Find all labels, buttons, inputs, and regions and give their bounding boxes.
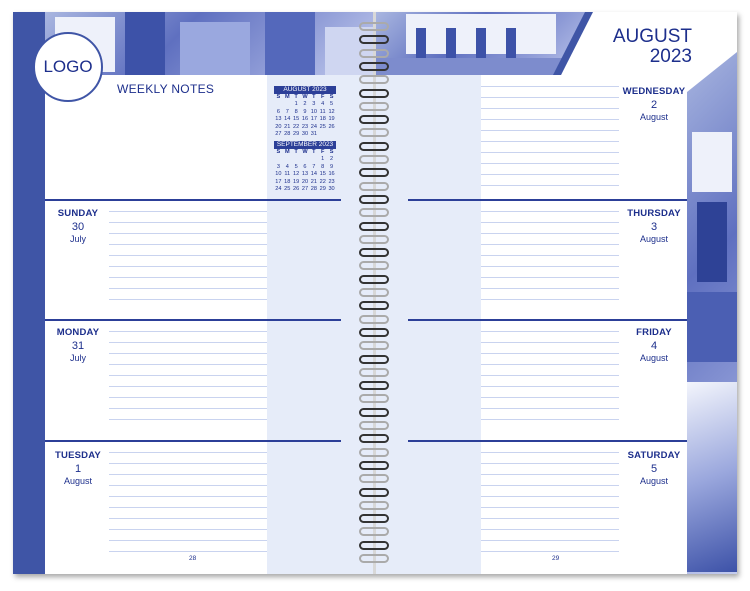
mini-calendar-weekday: S (276, 149, 281, 155)
mini-calendar-day: 11 (284, 171, 291, 178)
day-name: SATURDAY (627, 450, 681, 461)
spiral-ring (359, 448, 389, 457)
ruled-line (481, 266, 619, 267)
mini-calendar-day: 21 (284, 123, 291, 130)
mini-calendar-day: 30 (301, 131, 309, 138)
spiral-ring (359, 49, 389, 58)
mini-calendar-day: 1 (321, 156, 325, 163)
mini-calendar-day: 9 (303, 108, 307, 115)
mini-calendar-september (274, 141, 336, 193)
day-name: THURSDAY (627, 208, 681, 219)
ruled-line (109, 353, 267, 354)
ruled-line (109, 255, 267, 256)
day-sunday (53, 208, 103, 244)
mini-calendar-day: 3 (276, 163, 280, 170)
mini-calendar-day: 7 (285, 108, 289, 115)
ruled-line (109, 529, 267, 530)
mini-calendar-day: 9 (330, 163, 334, 170)
day-friday (621, 327, 687, 363)
weekly-notes-heading: WEEKLY NOTES (117, 82, 215, 96)
day-name: MONDAY (56, 327, 100, 338)
mini-calendar-day: 29 (293, 131, 300, 138)
section-divider (408, 440, 687, 442)
ruled-line (481, 141, 619, 142)
ruled-line (481, 353, 619, 354)
spiral-ring (359, 394, 389, 403)
mini-calendar-day: 11 (319, 108, 326, 115)
spiral-ring (359, 541, 389, 550)
left-side-band (13, 12, 45, 574)
ruled-line (109, 331, 267, 332)
mini-calendar-day: 22 (319, 178, 326, 185)
ruled-line (481, 364, 619, 365)
mini-calendar-day: 27 (301, 186, 309, 193)
ruled-line (109, 540, 267, 541)
mini-calendar-day: 5 (294, 163, 298, 170)
mini-calendar-august (274, 86, 336, 138)
day-month: August (639, 112, 669, 122)
mini-calendar-weekday: F (321, 149, 325, 155)
mini-calendar-day: 6 (276, 108, 280, 115)
spiral-ring (359, 62, 389, 71)
mini-calendar-grid (274, 149, 336, 193)
spiral-ring (359, 461, 389, 470)
day-name: WEDNESDAY (622, 86, 686, 97)
section-divider (45, 440, 341, 442)
mini-calendar-day (301, 156, 310, 163)
mini-calendar-grid (274, 94, 336, 138)
mini-calendar-day: 25 (319, 123, 326, 130)
day-month: August (639, 234, 669, 244)
spiral-ring (359, 275, 389, 284)
ruled-line (109, 507, 267, 508)
ruled-line (481, 375, 619, 376)
ruled-line (481, 233, 619, 234)
day-month: August (639, 353, 669, 363)
month-label (613, 27, 692, 67)
ruled-line (481, 463, 619, 464)
ruled-line (109, 452, 267, 453)
ruled-line (109, 463, 267, 464)
page-number-left: 28 (189, 555, 197, 562)
day-monday (53, 327, 103, 363)
mini-calendar-day: 16 (301, 116, 309, 123)
ruled-line (481, 119, 619, 120)
ruled-line (481, 211, 619, 212)
day-thursday (621, 208, 687, 244)
mini-calendar-day (292, 156, 301, 163)
mini-calendar-day: 23 (328, 178, 335, 185)
mini-calendar-day: 30 (328, 186, 335, 193)
spiral-ring (359, 368, 389, 377)
ruled-line (109, 518, 267, 519)
ruled-line (109, 397, 267, 398)
side-photo-right (687, 52, 737, 574)
spiral-ring (359, 527, 389, 536)
spiral-ring (359, 301, 389, 310)
mini-calendar-day: 31 (310, 131, 317, 138)
spiral-ring (359, 75, 389, 84)
spiral-ring (359, 155, 389, 164)
mini-calendar-day: 18 (319, 116, 326, 123)
mini-calendar-day: 3 (312, 101, 316, 108)
mini-calendar-day: 24 (310, 123, 317, 130)
ruled-line (481, 551, 619, 552)
mini-calendar-day: 13 (301, 171, 309, 178)
right-shaded-column (376, 75, 481, 574)
mini-calendar-day: 10 (310, 108, 317, 115)
mini-calendar-day (274, 156, 283, 163)
mini-calendar-weekday: M (284, 94, 290, 100)
mini-calendar-day: 4 (321, 101, 325, 108)
mini-calendar-day: 28 (310, 186, 317, 193)
ruled-line (481, 419, 619, 420)
ruled-line (109, 299, 267, 300)
spiral-ring (359, 421, 389, 430)
mini-calendar-day: 24 (275, 186, 282, 193)
ruled-line (481, 86, 619, 87)
mini-calendar-day: 27 (275, 131, 282, 138)
month-name: AUGUST (612, 26, 692, 47)
mini-calendar-day: 29 (319, 186, 326, 193)
spiral-ring (359, 288, 389, 297)
mini-calendar-day: 12 (328, 108, 335, 115)
mini-calendar-day: 8 (321, 163, 325, 170)
logo: LOGO (33, 32, 103, 102)
ruled-line (481, 408, 619, 409)
spiral-ring (359, 355, 389, 364)
mini-calendar-day: 21 (310, 178, 317, 185)
mini-calendar-day: 26 (293, 186, 300, 193)
spiral-ring (359, 222, 389, 231)
spiral-ring (359, 488, 389, 497)
day-tuesday (53, 450, 103, 486)
mini-calendar-weekday: S (329, 94, 334, 100)
mini-calendar-day: 1 (294, 101, 298, 108)
day-date: 31 (71, 340, 85, 352)
ruled-line (109, 342, 267, 343)
page-number-right: 29 (552, 555, 560, 562)
ruled-line (481, 474, 619, 475)
mini-calendar-day: 15 (319, 171, 326, 178)
ruled-line (109, 288, 267, 289)
spiral-ring (359, 315, 389, 324)
mini-calendar-day: 16 (328, 171, 335, 178)
section-divider (45, 199, 341, 201)
mini-calendar-day: 14 (310, 171, 317, 178)
mini-calendar-day (283, 101, 292, 108)
spiral-ring (359, 128, 389, 137)
ruled-line (109, 375, 267, 376)
ruled-line (109, 211, 267, 212)
ruled-line (109, 386, 267, 387)
spiral-ring (359, 381, 389, 390)
ruled-line (109, 419, 267, 420)
ruled-line (481, 496, 619, 497)
mini-calendar-weekday: W (302, 94, 308, 100)
ruled-line (481, 130, 619, 131)
ruled-line (481, 255, 619, 256)
mini-calendar-day: 8 (294, 108, 298, 115)
mini-calendar-weekday: T (294, 94, 298, 100)
ruled-line (481, 485, 619, 486)
mini-calendar-day: 23 (301, 123, 309, 130)
mini-calendar-day (327, 131, 336, 138)
spiral-ring (359, 22, 389, 31)
day-name: FRIDAY (636, 327, 672, 338)
ruled-line (481, 452, 619, 453)
ruled-line (481, 152, 619, 153)
section-divider (408, 199, 687, 201)
mini-calendar-day: 19 (328, 116, 335, 123)
mini-calendar-day: 14 (284, 116, 291, 123)
mini-calendar-day: 20 (301, 178, 309, 185)
mini-calendar-day: 26 (328, 123, 335, 130)
spiral-ring (359, 261, 389, 270)
mini-calendar-day: 25 (284, 186, 291, 193)
mini-calendar-day: 19 (293, 178, 300, 185)
ruled-line (481, 277, 619, 278)
ruled-line (481, 540, 619, 541)
ruled-line (109, 222, 267, 223)
ruled-line (481, 518, 619, 519)
spiral-ring (359, 115, 389, 124)
mini-calendar-day: 15 (293, 116, 300, 123)
ruled-line (481, 222, 619, 223)
day-date: 3 (650, 221, 658, 233)
ruled-line (481, 244, 619, 245)
day-date: 30 (71, 221, 85, 233)
ruled-line (109, 496, 267, 497)
mini-calendar-day (283, 156, 292, 163)
mini-calendar-day: 13 (275, 116, 282, 123)
day-month: August (639, 476, 669, 486)
ruled-line (481, 108, 619, 109)
spiral-ring (359, 35, 389, 44)
ruled-line (109, 474, 267, 475)
mini-calendar-weekday: M (284, 149, 290, 155)
mini-calendar-day: 5 (330, 101, 334, 108)
ruled-line (481, 174, 619, 175)
ruled-line (481, 529, 619, 530)
mini-calendar-day: 2 (330, 156, 334, 163)
spiral-ring (359, 434, 389, 443)
spiral-ring (359, 208, 389, 217)
ruled-line (481, 288, 619, 289)
mini-calendar-day: 12 (293, 171, 300, 178)
mini-calendar-day: 18 (284, 178, 291, 185)
spiral-ring (359, 328, 389, 337)
day-month: July (69, 234, 86, 244)
day-name: SUNDAY (57, 208, 99, 219)
spiral-ring (359, 341, 389, 350)
ruled-line (481, 97, 619, 98)
mini-calendar-weekday: W (302, 149, 308, 155)
spiral-ring (359, 182, 389, 191)
ruled-line (481, 397, 619, 398)
ruled-line (481, 299, 619, 300)
mini-calendar-day: 28 (284, 131, 291, 138)
spiral-ring (359, 102, 389, 111)
ruled-line (481, 185, 619, 186)
day-month: August (63, 476, 93, 486)
spiral-ring (359, 142, 389, 151)
mini-calendar-title: SEPTEMBER 2023 (274, 141, 336, 149)
ruled-line (481, 163, 619, 164)
day-wednesday (621, 86, 687, 122)
mini-calendar-day (318, 131, 327, 138)
day-date: 4 (650, 340, 658, 352)
spiral-ring (359, 195, 389, 204)
planner-spread (13, 12, 737, 574)
spiral-ring (359, 168, 389, 177)
ruled-line (481, 507, 619, 508)
mini-calendar-day: 22 (293, 123, 300, 130)
month-year: 2023 (649, 46, 692, 67)
mini-calendar-day: 4 (285, 163, 289, 170)
spiral-ring (359, 89, 389, 98)
mini-calendar-weekday: T (294, 149, 298, 155)
day-name: TUESDAY (55, 450, 101, 461)
mini-calendar-day: 2 (303, 101, 307, 108)
ruled-line (481, 331, 619, 332)
spiral-ring (359, 248, 389, 257)
mini-calendar-title: AUGUST 2023 (274, 86, 336, 94)
spiral-ring (359, 235, 389, 244)
mini-calendar-day: 17 (310, 116, 317, 123)
ruled-line (109, 485, 267, 486)
mini-calendar-day: 6 (303, 163, 307, 170)
mini-calendar-day: 17 (275, 178, 282, 185)
mini-calendar-weekday: F (321, 94, 325, 100)
day-month: July (69, 353, 86, 363)
spiral-ring (359, 514, 389, 523)
mini-calendar-day (274, 101, 283, 108)
mini-calendar-weekday: T (312, 149, 316, 155)
mini-calendar-day (309, 156, 318, 163)
spiral-ring (359, 408, 389, 417)
section-divider (45, 319, 341, 321)
spiral-ring (359, 501, 389, 510)
mini-calendar-day: 7 (312, 163, 316, 170)
day-date: 2 (650, 99, 658, 111)
ruled-line (481, 342, 619, 343)
ruled-line (109, 277, 267, 278)
mini-calendar-weekday: S (276, 94, 281, 100)
section-divider (408, 319, 687, 321)
day-date: 1 (74, 463, 82, 475)
mini-calendar-day: 20 (275, 123, 282, 130)
mini-calendar-weekday: S (329, 149, 334, 155)
ruled-line (109, 244, 267, 245)
ruled-line (109, 364, 267, 365)
ruled-line (481, 386, 619, 387)
mini-calendar-day: 10 (275, 171, 282, 178)
day-saturday (621, 450, 687, 486)
ruled-line (109, 233, 267, 234)
spiral-ring (359, 474, 389, 483)
ruled-line (109, 551, 267, 552)
ruled-line (109, 408, 267, 409)
ruled-line (109, 266, 267, 267)
day-date: 5 (650, 463, 658, 475)
spiral-ring (359, 554, 389, 563)
mini-calendar-weekday: T (312, 94, 316, 100)
